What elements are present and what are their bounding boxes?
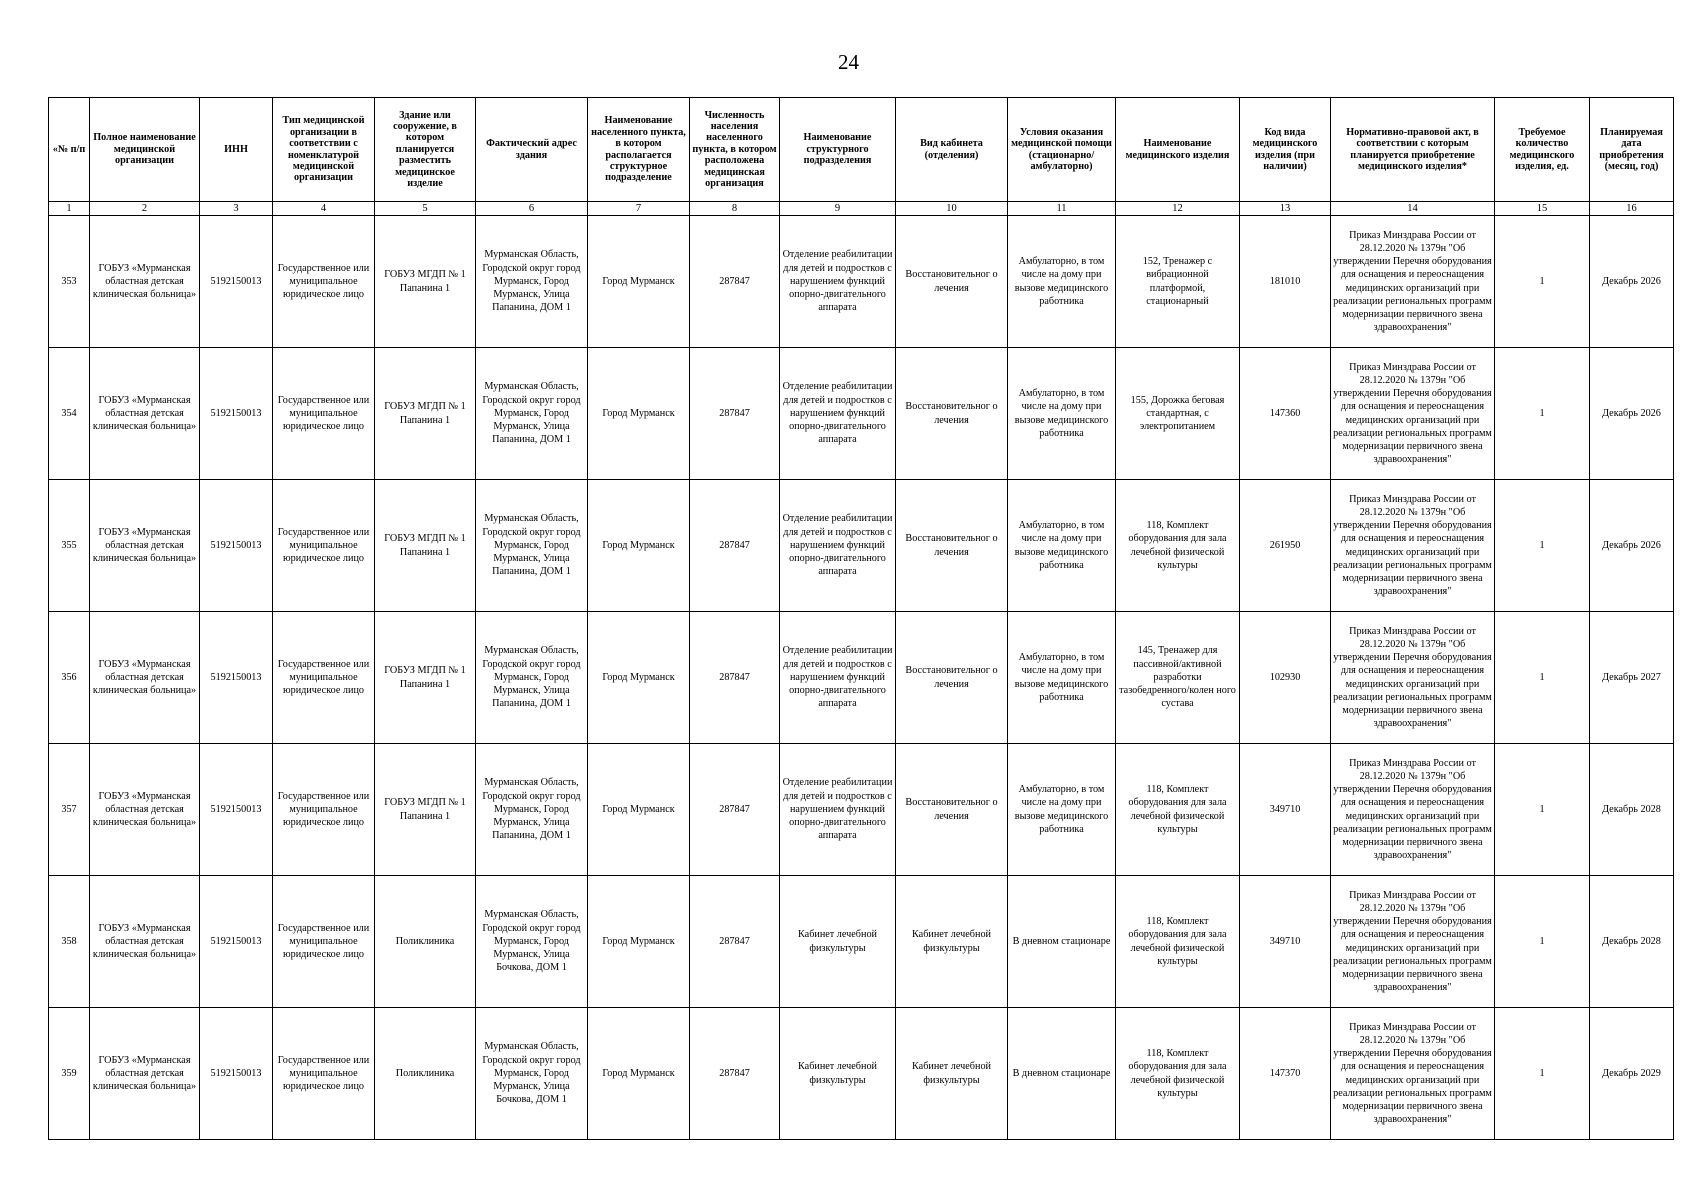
cell-code: 349710 xyxy=(1240,744,1331,876)
cell-device: 118, Комплект оборудования для зала лечебной физической культуры xyxy=(1116,744,1240,876)
column-index-cell: 8 xyxy=(690,202,780,216)
cell-conditions: Амбулаторно, в том числе на дому при вызове медицинского работника xyxy=(1008,348,1116,480)
cell-device: 118, Комплект оборудования для зала лечебной физической культуры xyxy=(1116,480,1240,612)
cell-act: Приказ Минздрава России от 28.12.2020 № 1379н "Об утверждении Перечня оборудования для оснащения и переоснащения медицинских организаций при реализации региональных программ модернизации первичного звена здравоохранения" xyxy=(1331,876,1495,1008)
cell-date: Декабрь 2026 xyxy=(1590,216,1674,348)
cell-cabinet: Восстановительног о лечения xyxy=(896,744,1008,876)
column-index-cell: 16 xyxy=(1590,202,1674,216)
cell-date: Декабрь 2028 xyxy=(1590,744,1674,876)
cell-address: Мурманская Область, Городской округ город Мурманск, Город Мурманск, Улица Бочкова, ДОМ 1 xyxy=(476,1008,588,1140)
table-row xyxy=(49,612,1674,744)
cell-type: Государственное или муниципальное юридическое лицо xyxy=(273,876,375,1008)
cell-act: Приказ Минздрава России от 28.12.2020 № 1379н "Об утверждении Перечня оборудования для оснащения и переоснащения медицинских организаций при реализации региональных программ модернизации первичного звена здравоохранения" xyxy=(1331,1008,1495,1140)
cell-address: Мурманская Область, Городской округ город Мурманск, Город Мурманск, Улица Бочкова, ДОМ 1 xyxy=(476,876,588,1008)
cell-date: Декабрь 2027 xyxy=(1590,612,1674,744)
cell-code: 102930 xyxy=(1240,612,1331,744)
cell-device: 118, Комплект оборудования для зала лечебной физической культуры xyxy=(1116,876,1240,1008)
cell-qty: 1 xyxy=(1495,480,1590,612)
column-index-cell: 2 xyxy=(90,202,200,216)
cell-code: 349710 xyxy=(1240,876,1331,1008)
cell-device: 155, Дорожка беговая стандартная, с электропитанием xyxy=(1116,348,1240,480)
cell-population: 287847 xyxy=(690,1008,780,1140)
table-body xyxy=(49,216,1674,1140)
cell-building: ГОБУЗ МГДП № 1 Папанина 1 xyxy=(375,216,476,348)
cell-act: Приказ Минздрава России от 28.12.2020 № 1379н "Об утверждении Перечня оборудования для оснащения и переоснащения медицинских организаций при реализации региональных программ модернизации первичного звена здравоохранения" xyxy=(1331,348,1495,480)
cell-type: Государственное или муниципальное юридическое лицо xyxy=(273,612,375,744)
cell-building: Поликлиника xyxy=(375,876,476,1008)
cell-num: 357 xyxy=(49,744,90,876)
cell-unit: Отделение реабилитации для детей и подростков с нарушением функций опорно-двигательного аппарата xyxy=(780,216,896,348)
cell-num: 354 xyxy=(49,348,90,480)
cell-num: 355 xyxy=(49,480,90,612)
cell-cabinet: Кабинет лечебной физкультуры xyxy=(896,1008,1008,1140)
cell-date: Декабрь 2029 xyxy=(1590,1008,1674,1140)
cell-conditions: Амбулаторно, в том числе на дому при вызове медицинского работника xyxy=(1008,744,1116,876)
cell-org: ГОБУЗ «Мурманская областная детская клиническая больница» xyxy=(90,876,200,1008)
table-row xyxy=(49,744,1674,876)
cell-cabinet: Кабинет лечебной физкультуры xyxy=(896,876,1008,1008)
cell-inn: 5192150013 xyxy=(200,216,273,348)
header-cell-date: Планируемая дата приобретения (месяц, год) xyxy=(1590,98,1674,202)
cell-device: 145, Тренажер для пассивной/активной разработки тазобедренного/колен ного сустава xyxy=(1116,612,1240,744)
header-cell-num: «№ п/п xyxy=(49,98,90,202)
cell-act: Приказ Минздрава России от 28.12.2020 № 1379н "Об утверждении Перечня оборудования для оснащения и переоснащения медицинских организаций при реализации региональных программ модернизации первичного звена здравоохранения" xyxy=(1331,612,1495,744)
column-index-cell: 4 xyxy=(273,202,375,216)
cell-qty: 1 xyxy=(1495,216,1590,348)
cell-unit: Кабинет лечебной физкультуры xyxy=(780,1008,896,1140)
cell-inn: 5192150013 xyxy=(200,744,273,876)
cell-address: Мурманская Область, Городской округ город Мурманск, Город Мурманск, Улица Папанина, ДОМ 1 xyxy=(476,480,588,612)
cell-type: Государственное или муниципальное юридическое лицо xyxy=(273,348,375,480)
cell-org: ГОБУЗ «Мурманская областная детская клиническая больница» xyxy=(90,348,200,480)
cell-cabinet: Восстановительног о лечения xyxy=(896,216,1008,348)
column-index-cell: 3 xyxy=(200,202,273,216)
cell-type: Государственное или муниципальное юридическое лицо xyxy=(273,480,375,612)
header-cell-org: Полное наименование медицинской организации xyxy=(90,98,200,202)
cell-population: 287847 xyxy=(690,744,780,876)
page-number: 24 xyxy=(838,50,859,74)
cell-act: Приказ Минздрава России от 28.12.2020 № 1379н "Об утверждении Перечня оборудования для оснащения и переоснащения медицинских организаций при реализации региональных программ модернизации первичного звена здравоохранения" xyxy=(1331,744,1495,876)
cell-cabinet: Восстановительног о лечения xyxy=(896,612,1008,744)
table-row xyxy=(49,348,1674,480)
cell-locality: Город Мурманск xyxy=(588,612,690,744)
cell-qty: 1 xyxy=(1495,1008,1590,1140)
cell-building: ГОБУЗ МГДП № 1 Папанина 1 xyxy=(375,348,476,480)
cell-inn: 5192150013 xyxy=(200,876,273,1008)
column-index-cell: 13 xyxy=(1240,202,1331,216)
cell-address: Мурманская Область, Городской округ город Мурманск, Город Мурманск, Улица Папанина, ДОМ 1 xyxy=(476,612,588,744)
cell-locality: Город Мурманск xyxy=(588,480,690,612)
cell-unit: Отделение реабилитации для детей и подростков с нарушением функций опорно-двигательного аппарата xyxy=(780,480,896,612)
cell-num: 359 xyxy=(49,1008,90,1140)
cell-qty: 1 xyxy=(1495,876,1590,1008)
cell-conditions: Амбулаторно, в том числе на дому при вызове медицинского работника xyxy=(1008,480,1116,612)
cell-qty: 1 xyxy=(1495,612,1590,744)
cell-code: 147370 xyxy=(1240,1008,1331,1140)
cell-address: Мурманская Область, Городской округ город Мурманск, Город Мурманск, Улица Папанина, ДОМ 1 xyxy=(476,216,588,348)
cell-num: 356 xyxy=(49,612,90,744)
header-cell-act: Нормативно-правовой акт, в соответствии с которым планируется приобретение медицинского изделия* xyxy=(1331,98,1495,202)
column-index-cell: 6 xyxy=(476,202,588,216)
cell-cabinet: Восстановительног о лечения xyxy=(896,480,1008,612)
cell-conditions: В дневном стационаре xyxy=(1008,1008,1116,1140)
cell-act: Приказ Минздрава России от 28.12.2020 № 1379н "Об утверждении Перечня оборудования для оснащения и переоснащения медицинских организаций при реализации региональных программ модернизации первичного звена здравоохранения" xyxy=(1331,216,1495,348)
cell-code: 181010 xyxy=(1240,216,1331,348)
column-index-cell: 5 xyxy=(375,202,476,216)
table-row xyxy=(49,216,1674,348)
cell-conditions: Амбулаторно, в том числе на дому при вызове медицинского работника xyxy=(1008,216,1116,348)
table-row xyxy=(49,1008,1674,1140)
cell-locality: Город Мурманск xyxy=(588,216,690,348)
cell-org: ГОБУЗ «Мурманская областная детская клиническая больница» xyxy=(90,612,200,744)
header-cell-device: Наименование медицинского изделия xyxy=(1116,98,1240,202)
cell-type: Государственное или муниципальное юридическое лицо xyxy=(273,1008,375,1140)
header-cell-building: Здание или сооружение, в котором планируется разместить медицинское изделие xyxy=(375,98,476,202)
cell-conditions: Амбулаторно, в том числе на дому при вызове медицинского работника xyxy=(1008,612,1116,744)
cell-building: Поликлиника xyxy=(375,1008,476,1140)
header-row xyxy=(49,98,1674,202)
cell-device: 152, Тренажер с вибрационной платформой, стационарный xyxy=(1116,216,1240,348)
header-cell-cabinet: Вид кабинета (отделения) xyxy=(896,98,1008,202)
cell-qty: 1 xyxy=(1495,348,1590,480)
cell-locality: Город Мурманск xyxy=(588,876,690,1008)
cell-unit: Кабинет лечебной физкультуры xyxy=(780,876,896,1008)
header-cell-unit: Наименование структурного подразделения xyxy=(780,98,896,202)
column-index-cell: 11 xyxy=(1008,202,1116,216)
header-cell-population: Численность населения населенного пункта, в котором расположена медицинская организация xyxy=(690,98,780,202)
cell-unit: Отделение реабилитации для детей и подростков с нарушением функций опорно-двигательного аппарата xyxy=(780,348,896,480)
cell-locality: Город Мурманск xyxy=(588,1008,690,1140)
equipment-registry-table xyxy=(48,97,1674,1140)
column-index-cell: 7 xyxy=(588,202,690,216)
cell-inn: 5192150013 xyxy=(200,348,273,480)
cell-cabinet: Восстановительног о лечения xyxy=(896,348,1008,480)
cell-act: Приказ Минздрава России от 28.12.2020 № 1379н "Об утверждении Перечня оборудования для оснащения и переоснащения медицинских организаций при реализации региональных программ модернизации первичного звена здравоохранения" xyxy=(1331,480,1495,612)
cell-population: 287847 xyxy=(690,480,780,612)
column-index-cell: 10 xyxy=(896,202,1008,216)
cell-population: 287847 xyxy=(690,216,780,348)
column-index-cell: 1 xyxy=(49,202,90,216)
column-index-cell: 9 xyxy=(780,202,896,216)
header-cell-inn: ИНН xyxy=(200,98,273,202)
cell-locality: Город Мурманск xyxy=(588,348,690,480)
header-cell-conditions: Условия оказания медицинской помощи (стационарно/ амбулаторно) xyxy=(1008,98,1116,202)
cell-code: 147360 xyxy=(1240,348,1331,480)
column-index-row xyxy=(49,202,1674,216)
cell-population: 287847 xyxy=(690,876,780,1008)
header-cell-code: Код вида медицинского изделия (при наличии) xyxy=(1240,98,1331,202)
header-cell-qty: Требуемое количество медицинского изделия, ед. xyxy=(1495,98,1590,202)
cell-code: 261950 xyxy=(1240,480,1331,612)
cell-unit: Отделение реабилитации для детей и подростков с нарушением функций опорно-двигательного аппарата xyxy=(780,612,896,744)
cell-org: ГОБУЗ «Мурманская областная детская клиническая больница» xyxy=(90,1008,200,1140)
cell-building: ГОБУЗ МГДП № 1 Папанина 1 xyxy=(375,612,476,744)
cell-device: 118, Комплект оборудования для зала лечебной физической культуры xyxy=(1116,1008,1240,1140)
column-index-cell: 12 xyxy=(1116,202,1240,216)
cell-type: Государственное или муниципальное юридическое лицо xyxy=(273,216,375,348)
cell-org: ГОБУЗ «Мурманская областная детская клиническая больница» xyxy=(90,216,200,348)
header-cell-address: Фактический адрес здания xyxy=(476,98,588,202)
cell-date: Декабрь 2028 xyxy=(1590,876,1674,1008)
cell-population: 287847 xyxy=(690,348,780,480)
cell-inn: 5192150013 xyxy=(200,1008,273,1140)
cell-date: Декабрь 2026 xyxy=(1590,348,1674,480)
cell-building: ГОБУЗ МГДП № 1 Папанина 1 xyxy=(375,744,476,876)
cell-inn: 5192150013 xyxy=(200,480,273,612)
cell-org: ГОБУЗ «Мурманская областная детская клиническая больница» xyxy=(90,744,200,876)
cell-conditions: В дневном стационаре xyxy=(1008,876,1116,1008)
column-index-cell: 15 xyxy=(1495,202,1590,216)
cell-inn: 5192150013 xyxy=(200,612,273,744)
cell-locality: Город Мурманск xyxy=(588,744,690,876)
cell-org: ГОБУЗ «Мурманская областная детская клиническая больница» xyxy=(90,480,200,612)
cell-address: Мурманская Область, Городской округ город Мурманск, Город Мурманск, Улица Папанина, ДОМ 1 xyxy=(476,744,588,876)
header-cell-locality: Наименование населенного пункта, в котором располагается структурное подразделение xyxy=(588,98,690,202)
cell-qty: 1 xyxy=(1495,744,1590,876)
table-row xyxy=(49,876,1674,1008)
cell-population: 287847 xyxy=(690,612,780,744)
cell-type: Государственное или муниципальное юридическое лицо xyxy=(273,744,375,876)
header-cell-type: Тип медицинской организации в соответствии с номенклатурой медицинской организации xyxy=(273,98,375,202)
cell-date: Декабрь 2026 xyxy=(1590,480,1674,612)
cell-num: 358 xyxy=(49,876,90,1008)
cell-building: ГОБУЗ МГДП № 1 Папанина 1 xyxy=(375,480,476,612)
table-row xyxy=(49,480,1674,612)
cell-unit: Отделение реабилитации для детей и подростков с нарушением функций опорно-двигательного аппарата xyxy=(780,744,896,876)
cell-num: 353 xyxy=(49,216,90,348)
cell-address: Мурманская Область, Городской округ город Мурманск, Город Мурманск, Улица Папанина, ДОМ 1 xyxy=(476,348,588,480)
column-index-cell: 14 xyxy=(1331,202,1495,216)
